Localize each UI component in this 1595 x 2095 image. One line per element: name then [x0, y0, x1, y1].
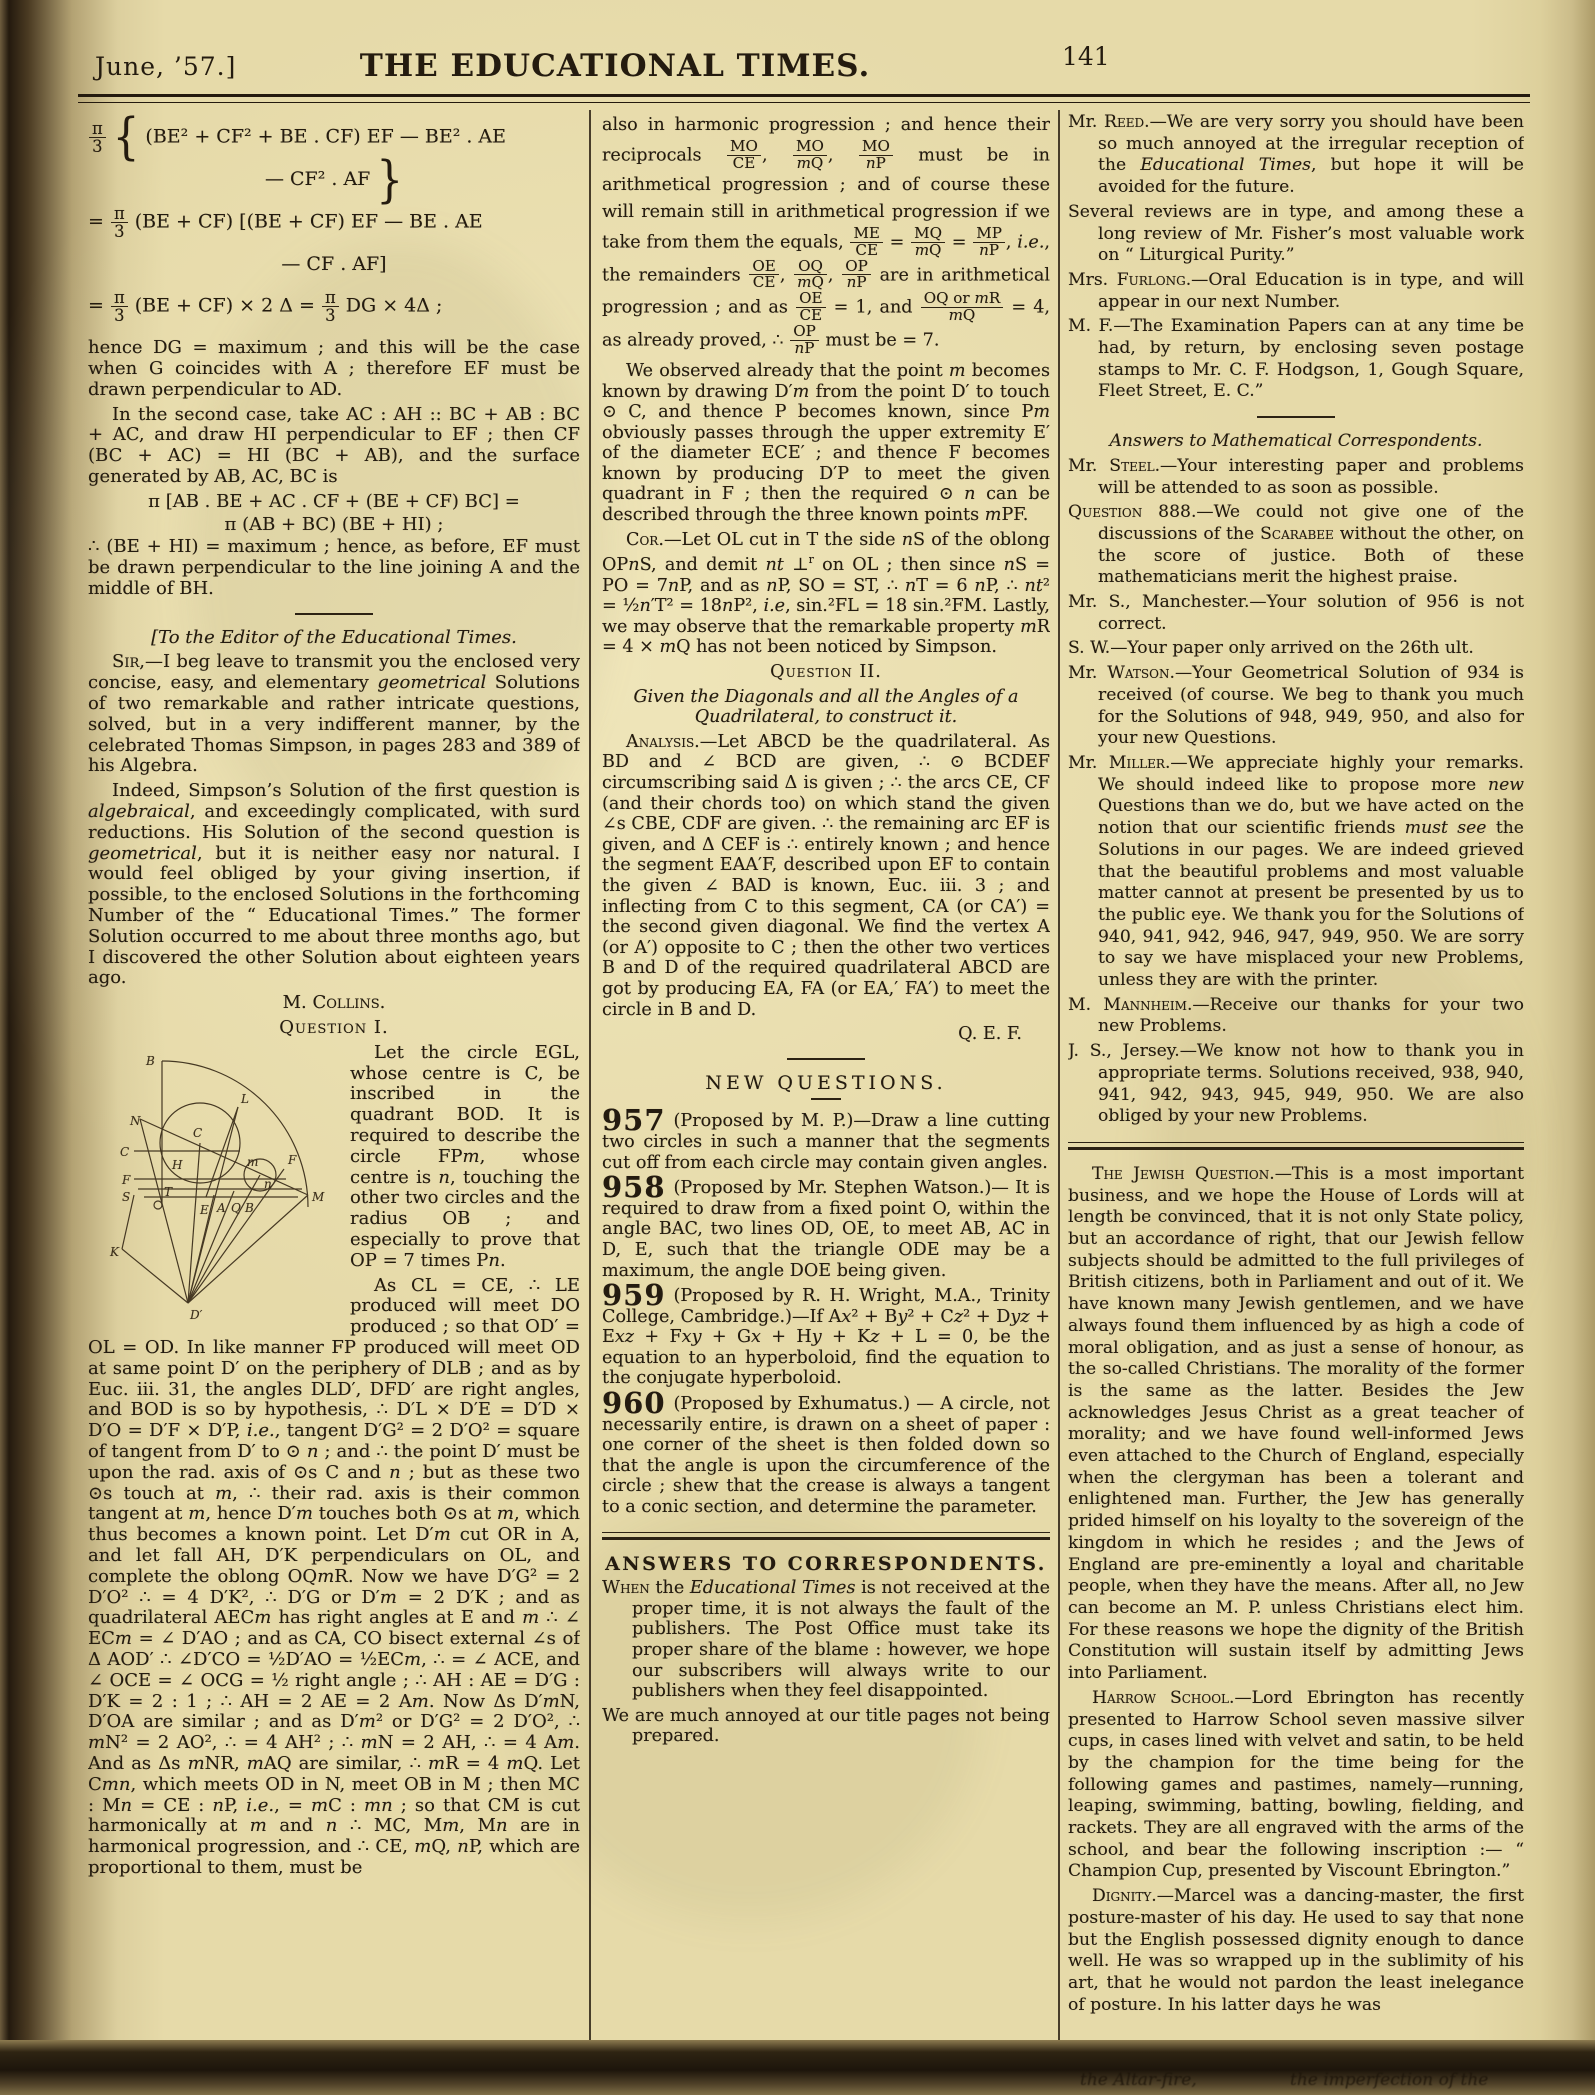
question-958: [602, 1170, 1050, 1281]
diagram-label-L: L: [241, 1091, 249, 1106]
reply-s-w: S. W.—Your paper only arrived on the 26th ult.: [1068, 638, 1474, 659]
diagram-label-A: A: [217, 1200, 226, 1215]
question-960: [602, 1386, 1050, 1518]
diagram-label-M: M: [312, 1189, 325, 1204]
article-harrow-school: Harrow School.—Lord Ebrington has recently presented to Harrow School seven massive silver cups, in cases lined with velvet and satin, to be held by the champion for the time being for the following games and pastimes, namely—running, leaping, swimming, batting, bowling, fielding, and rackets. They are all engraved with the arms of the school, and bear the following inscription :— “ Champion Cup, presented by Viscount Ebrington.”: [1068, 1687, 1524, 1882]
para-when-not-received: When the Educational Times is not received at the proper time, it is not always the fault of the publishers. The Post Office must take its proper share of the blame : however, we hope our subscribers will always write to our publishers when they feel disappointed.: [602, 1578, 1050, 1702]
article-jewish-question: The Jewish Question.—This is a most important business, and we hope the House of Lords will at length be convinced, that it is not only State policy, but an accordance of right, that our Jewish fellow subjects should be admitted to the full privileges of British citizens, both in Parliament and out of it. We have known many Jewish gentlemen, and we have always found them influenced by as high a code of moral obligation, and as just a sense of honour, as the so-called Christians. The morality of the former is the same as the latter. Besides the Jew acknowledges Jesus Christ as a great teacher of morality; and we have found well-informed Jews even attached to the Church of England, especially when the clergyman has been a tolerant and enlightened man. Further, the Jew has generally prided himself on his loyalty to the sovereign of the kingdom in which he resides ; and the Jews of England are pre-eminently a loyal and charitable people, when they have the means. After all, no Jew can become an M. P. unless Christians elect him. For these reasons we hope the dignity of the British Constitution will sustain itself by admitting Jews into Parliament.: [1068, 1163, 1524, 1684]
diagram-label-C-centre: C: [193, 1125, 203, 1140]
diagram-label-B-inner: B: [245, 1200, 254, 1215]
diagram-label-F-right: F: [288, 1152, 297, 1167]
article-dignity: Dignity.—Marcel was a dancing-master, the first posture-master of his day. He used to say that none but the English possessed dignity enough to dance well. He was so wrapped up in the sublimity of his art, that he would not pardon the least inelegance of posture. In his latter days he was: [1068, 1886, 1524, 2015]
diagram-label-B: B: [146, 1053, 155, 1068]
formula-line-3: = $\frac{\pi}{3}$ (BE + CF) [(BE + CF) EF — BE . AE: [88, 203, 483, 241]
display-formula-abbc: π (AB + BC) (BE + HI) ;: [224, 513, 444, 535]
question1-section: [88, 1043, 580, 1879]
page-number: 141: [1062, 42, 1110, 71]
reply-m-mannheim: M. Mannheim.—Receive our thanks for your two new Problems.: [1068, 994, 1524, 1037]
diagram-label-F-left: F: [122, 1172, 131, 1187]
formula-line-2: — CF² . AF }: [264, 150, 404, 209]
para-maximum: ∴ (BE + HI) = maximum ; hence, as before, EF must be drawn perpendicular to the line joining A and the middle of BH.: [88, 536, 580, 599]
question1-statement: Let the circle EGL, whose centre is C, be inscribed in the quadrant BOD. It is required to describe the circle FPm, whose centre is n, touching the other two circles and the radius OB ; and especially to prove that OP = 7 times Pn.: [350, 1041, 580, 1271]
para-harmonic-progression: also in harmonic progression ; and hence their reciprocals $\frac{MO}{CE}$ , $\frac{MO}{mQ}$ , $\frac{MO}{nP}$ must be in arithmetical progression ; and of course these will remain still in arithmetical progression if we take from them the equals, $\frac{ME}{CE}$ = $\frac{MQ}{mQ}$ = $\frac{MP}{nP}$ , i.e., the remainders $\frac{OE}{CE}$ , $\frac{OQ}{mQ}$ , $\frac{OP}{nP}$ are in arithmetical progression ; and as $\frac{OE}{CE}$ = 1, and $\frac{\text{OQ or mR}}{mQ}$ = 4, as already proved, ∴ $\frac{OP}{nP}$ must be = 7.: [602, 115, 1050, 358]
diagram-label-H: H: [172, 1157, 183, 1172]
question-958-text: (Proposed by Mr. Stephen Watson.)— It is required to draw from a fixed point O, within the angle BAC, two lines OD, OE, to meet AB, AC in D, E, such that the triangle ODE may be a maximum, the angle DOE being given.: [602, 1178, 1050, 1281]
question1-geometry-diagram: [88, 1045, 340, 1337]
question-959-text: (Proposed by R. H. Wright, M.A., Trinity College, Cambridge.)—If Ax² + By² + Cz² + Dyz + Exz + Fxy + Gx + Hy + Kz + L = 0, be the equation to an hyperboloid, find the equation to the conjugate hyperboloid.: [602, 1286, 1050, 1389]
column-right: [1068, 112, 1524, 2042]
double-rule: [602, 1532, 1050, 1540]
question-960-number: 960: [602, 1386, 666, 1421]
qef-mark: Q. E. F.: [958, 1024, 1022, 1045]
new-questions-heading: NEW QUESTIONS.: [705, 1071, 947, 1094]
para-hence-dg: hence DG = maximum ; and this will be the case when G coincides with A ; therefore EF must be drawn perpendicular to AD.: [88, 337, 580, 400]
column-middle: [602, 112, 1050, 2042]
small-rule: [811, 1098, 841, 1100]
double-rule: [1068, 1142, 1524, 1150]
question-957-text: (Proposed by M. P.)—Draw a line cutting two circles in such a manner that the segments cut off from each circle may contain given angles.: [602, 1111, 1050, 1173]
display-formula-ab: π [AB . BE + AC . CF + (BE + CF) BC] =: [148, 490, 520, 512]
diagram-label-T: T: [164, 1184, 173, 1199]
question2-analysis: Analysis.—Let ABCD be the quadrilateral. As BD and ∠ BCD are given, ∴ ⊙ BCDEF circumscribing said Δ is given ; ∴ the arcs CE, CF (and their chords too) on which stand the given ∠s CBE, CDF are given. ∴ the remaining arc EF is given, and Δ CEF is ∴ entirely known ; and hence the segment EAA′F, described upon EF to contain the given ∠ BAD is known, Euc. iii. 3 ; and inflecting from C to this segment, CA (or CA′) = the second given diagonal. We find the vertex A (or A′) opposite to C ; then the other two vertices B and D of the required quadrilateral ABCD are got by producing EA, FA (or EA,′ FA′) to meet the circle in B and D.: [602, 731, 1050, 1020]
question1-solution: As CL = CE, ∴ LE produced will meet DO produced ; so that OD′ = OL = OD. In like manner FP produced will meet OD at same point D′ on the periphery of DLB ; and as by Euc. iii. 31, the angles DLD′, DFD′ are right angles, and BOD is so by hypothesis, ∴ D′L × D′E = D′D × D′O = D′F × D′P, i.e., tangent D′G² = 2 D′O² = square of tangent from D′ to ⊙ n ; and ∴ the point D′ must be upon the rad. axis of ⊙s C and n ; but as these two ⊙s touch at m, ∴ their rad. axis is their common tangent at m, hence D′m touches both ⊙s at m, which thus becomes a known point. Let D′m cut OR in A, and let fall AH, D′K perpendiculars on OL, and complete the oblong OQmR. Now we have D′G² = 2 D′O² ∴ = 4 D′K², ∴ D′G or D′m = 2 D′K ; and as quadrilateral AECm has right angles at E and m ∴ ∠ ECm = ∠ D′AO ; and as CA, CO bisect external ∠s of Δ AOD′ ∴ ∠D′CO = ½D′AO = ½ECm, ∴ = ∠ ACE, and ∠ OCE = ∠ OCG = ½ right angle ; ∴ AH : AE = D′G : D′K = 2 : 1 ; ∴ AH = 2 AE = 2 Am. Now Δs D′mN, D′OA are similar ; and as D′m² or D′G² = 2 D′O², ∴ mN² = 2 AO², ∴ = 4 AH² ; ∴ mN = 2 AH, ∴ = 4 Am. And as Δs mNR, mAQ are similar, ∴ mR = 4 mQ. Let Cmn, which meets OD in N, meet OB in M ; then MC : Mn = CE : nP, i.e., = mC : mn ; so that CM is cut harmonically at m and n ∴ MC, Mm, Mn are in harmonical progression, and ∴ CE, mQ, nP, which are proportional to them, must be: [88, 1274, 580, 1878]
reply-mr-watson: Mr. Watson.—Your Geometrical Solution of 934 is received (of course. We beg to thank you much for the Solutions of 948, 949, 950, and also for your new Questions.: [1068, 663, 1524, 749]
question2-heading: Question II.: [770, 662, 882, 683]
issue-date: June, ’57.]: [95, 52, 237, 81]
column-rule-1: [589, 110, 591, 2042]
para-corollary: Cor.—Let OL cut in T the side nS of the oblong OPnS, and demit nt ⊥$^r$ on OL ; then since nS = PO = 7nP, and as nP, SO = ST, ∴ nT = 6 nP, ∴ nt² = ½n′T² = 18nP², i.e, sin.²FL = 18 sin.²FM. Lastly, we may observe that the remarkable property mR = 4 × mQ has not been noticed by Simpson.: [602, 529, 1050, 658]
math-correspondents-heading: Answers to Mathematical Correspondents.: [1109, 431, 1483, 452]
para-indeed: Indeed, Simpson’s Solution of the first question is algebraical, and exceedingly complicated, with surd reductions. His Solution of the second question is geometrical, but it is neither easy nor natural. I would feel obliged by your giving insertion, if possible, to the enclosed Solutions in the forthcoming Number of the “ Educational Times.” The former Solution occurred to me about three months ago, but I discovered the other Solution about eighteen years ago.: [88, 780, 580, 989]
section-rule: [1257, 416, 1335, 418]
diagram-label-E: E: [200, 1202, 209, 1217]
diagram-label-S: S: [122, 1189, 131, 1204]
diagram-label-D-prime: D′: [190, 1307, 203, 1322]
section-rule: [295, 613, 373, 615]
para-title-pages: We are much annoyed at our title pages not being prepared.: [602, 1705, 1050, 1747]
question-957: [602, 1103, 1050, 1173]
diagram-label-n: n: [264, 1176, 272, 1191]
question-958-number: 958: [602, 1170, 666, 1205]
question-957-number: 957: [602, 1103, 666, 1138]
page-title: THE EDUCATIONAL TIMES.: [359, 48, 871, 84]
reply-mr-steel: Mr. Steel.—Your interesting paper and problems will be attended to as soon as possible.: [1068, 455, 1524, 498]
question-959-number: 959: [602, 1278, 666, 1313]
question-959: [602, 1278, 1050, 1389]
reply-mr-miller: Mr. Miller.—We appreciate highly your remarks. We should indeed like to propose more new Questions than we do, but we have acted on the notion that our scientific friends must see the Solutions in our pages. We are indeed grieved that the beautiful problems and most valuable matter cannot at present be presented by us to the public eye. We thank you for the Solutions of 940, 941, 942, 946, 947, 949, 950. We are sorry to say we have misplaced your new Problems, unless they are with the printer.: [1068, 752, 1524, 991]
diagram-label-K: K: [110, 1244, 119, 1259]
surface-formula-block: [88, 112, 580, 325]
reply-mr-reed: Mr. Reed.—We are very sorry you should have been so much annoyed at the irregular reception of the Educational Times, but hope it will be avoided for the future.: [1068, 112, 1524, 198]
diagram-label-m: m: [247, 1154, 259, 1169]
editor-letter-heading: [To the Editor of the Educational Times.: [151, 626, 517, 648]
column-left: [88, 112, 580, 2042]
reply-mrs-furlong: Mrs. Furlong.—Oral Education is in type, and will appear in our next Number.: [1068, 269, 1524, 312]
reply-j-s-jersey: J. S., Jersey.—We know not how to thank you in appropriate terms. Solutions received, 938, 940, 941, 942, 943, 945, 949, 950. We are also obliged by your new Problems.: [1068, 1041, 1524, 1127]
para-we-observed: We observed already that the point m becomes known by drawing D′m from the point D′ to touch ⊙ C, and thence P becomes known, since Pm obviously passes through the upper extremity E′ of the diameter ECE′ ; and thence F becomes known by producing D′P to meet the given quadrant in F ; then the required ⊙ n can be described through the three known points mPF.: [602, 360, 1050, 526]
reply-question-888: Question 888.—We could not give one of the discussions of the Scarabee without the other, on the score of justice. Both of these mathematicians merit the highest praise.: [1068, 502, 1524, 588]
formula-line-4: — CF . AF]: [281, 253, 387, 276]
para-sir: Sir,—I beg leave to transmit you the enclosed very concise, easy, and elementary geometrical Solutions of two remarkable and rather intricate questions, solved, but in a very indifferent manner, by the celebrated Thomas Simpson, in pages 283 and 389 of his Algebra.: [88, 651, 580, 777]
reply-m-f: M. F.—The Examination Papers can at any time be had, by return, by enclosing seven postage stamps to Mr. C. F. Hodgson, 1, Gough Square, Fleet Street, E. C.”: [1068, 316, 1524, 402]
reply-several-reviews: Several reviews are in type, and among these a long review of Mr. Fisher’s most valuable work on “ Liturgical Purity.”: [1068, 201, 1524, 266]
question-960-text: (Proposed by Exhumatus.) — A circle, not necessarily entire, is drawn on a sheet of paper : one corner of the sheet is then folded down so that the angle is upon the circumference of the circle ; shew that the crease is always a tangent to a conic section, and determine the parameter.: [602, 1394, 1050, 1518]
diagram-label-N: N: [130, 1113, 141, 1128]
answers-correspondents-heading: ANSWERS TO CORRESPONDENTS.: [605, 1552, 1047, 1575]
header-double-rule: [78, 94, 1530, 103]
bleed-text-fragment: the imperfection of the: [1290, 2070, 1489, 2090]
question2-statement: Given the Diagonals and all the Angles of a Quadrilateral, to construct it.: [633, 686, 1019, 728]
para-second-case: In the second case, take AC : AH :: BC + AB : BC + AC, and draw HI perpendicular to EF ; then CF (BC + AC) = HI (BC + AB), and the surface generated by AB, AC, BC is: [88, 403, 580, 487]
reply-mr-s-manchester: Mr. S., Manchester.—Your solution of 956 is not correct.: [1068, 592, 1524, 634]
question1-heading: Question I.: [279, 1017, 389, 1039]
column-rule-2: [1058, 110, 1060, 2042]
bleed-text-fragment: the Altar-fire,: [1080, 2070, 1197, 2090]
diagram-label-Q: Q: [231, 1200, 241, 1215]
section-rule: [787, 1058, 865, 1060]
next-page-edge: [0, 2040, 1595, 2095]
formula-line-5: = $\frac{\pi}{3}$ (BE + CF) × 2 Δ = $\frac{\pi}{3}$ DG × 4Δ ;: [88, 287, 443, 325]
signature-collins: M. Collins.: [282, 992, 386, 1014]
diagram-label-C-left: C: [120, 1144, 130, 1159]
formula-line-1: $\frac{\pi}{3}$ { (BE² + CF² + BE . CF) EF — BE² . AE: [88, 120, 580, 155]
